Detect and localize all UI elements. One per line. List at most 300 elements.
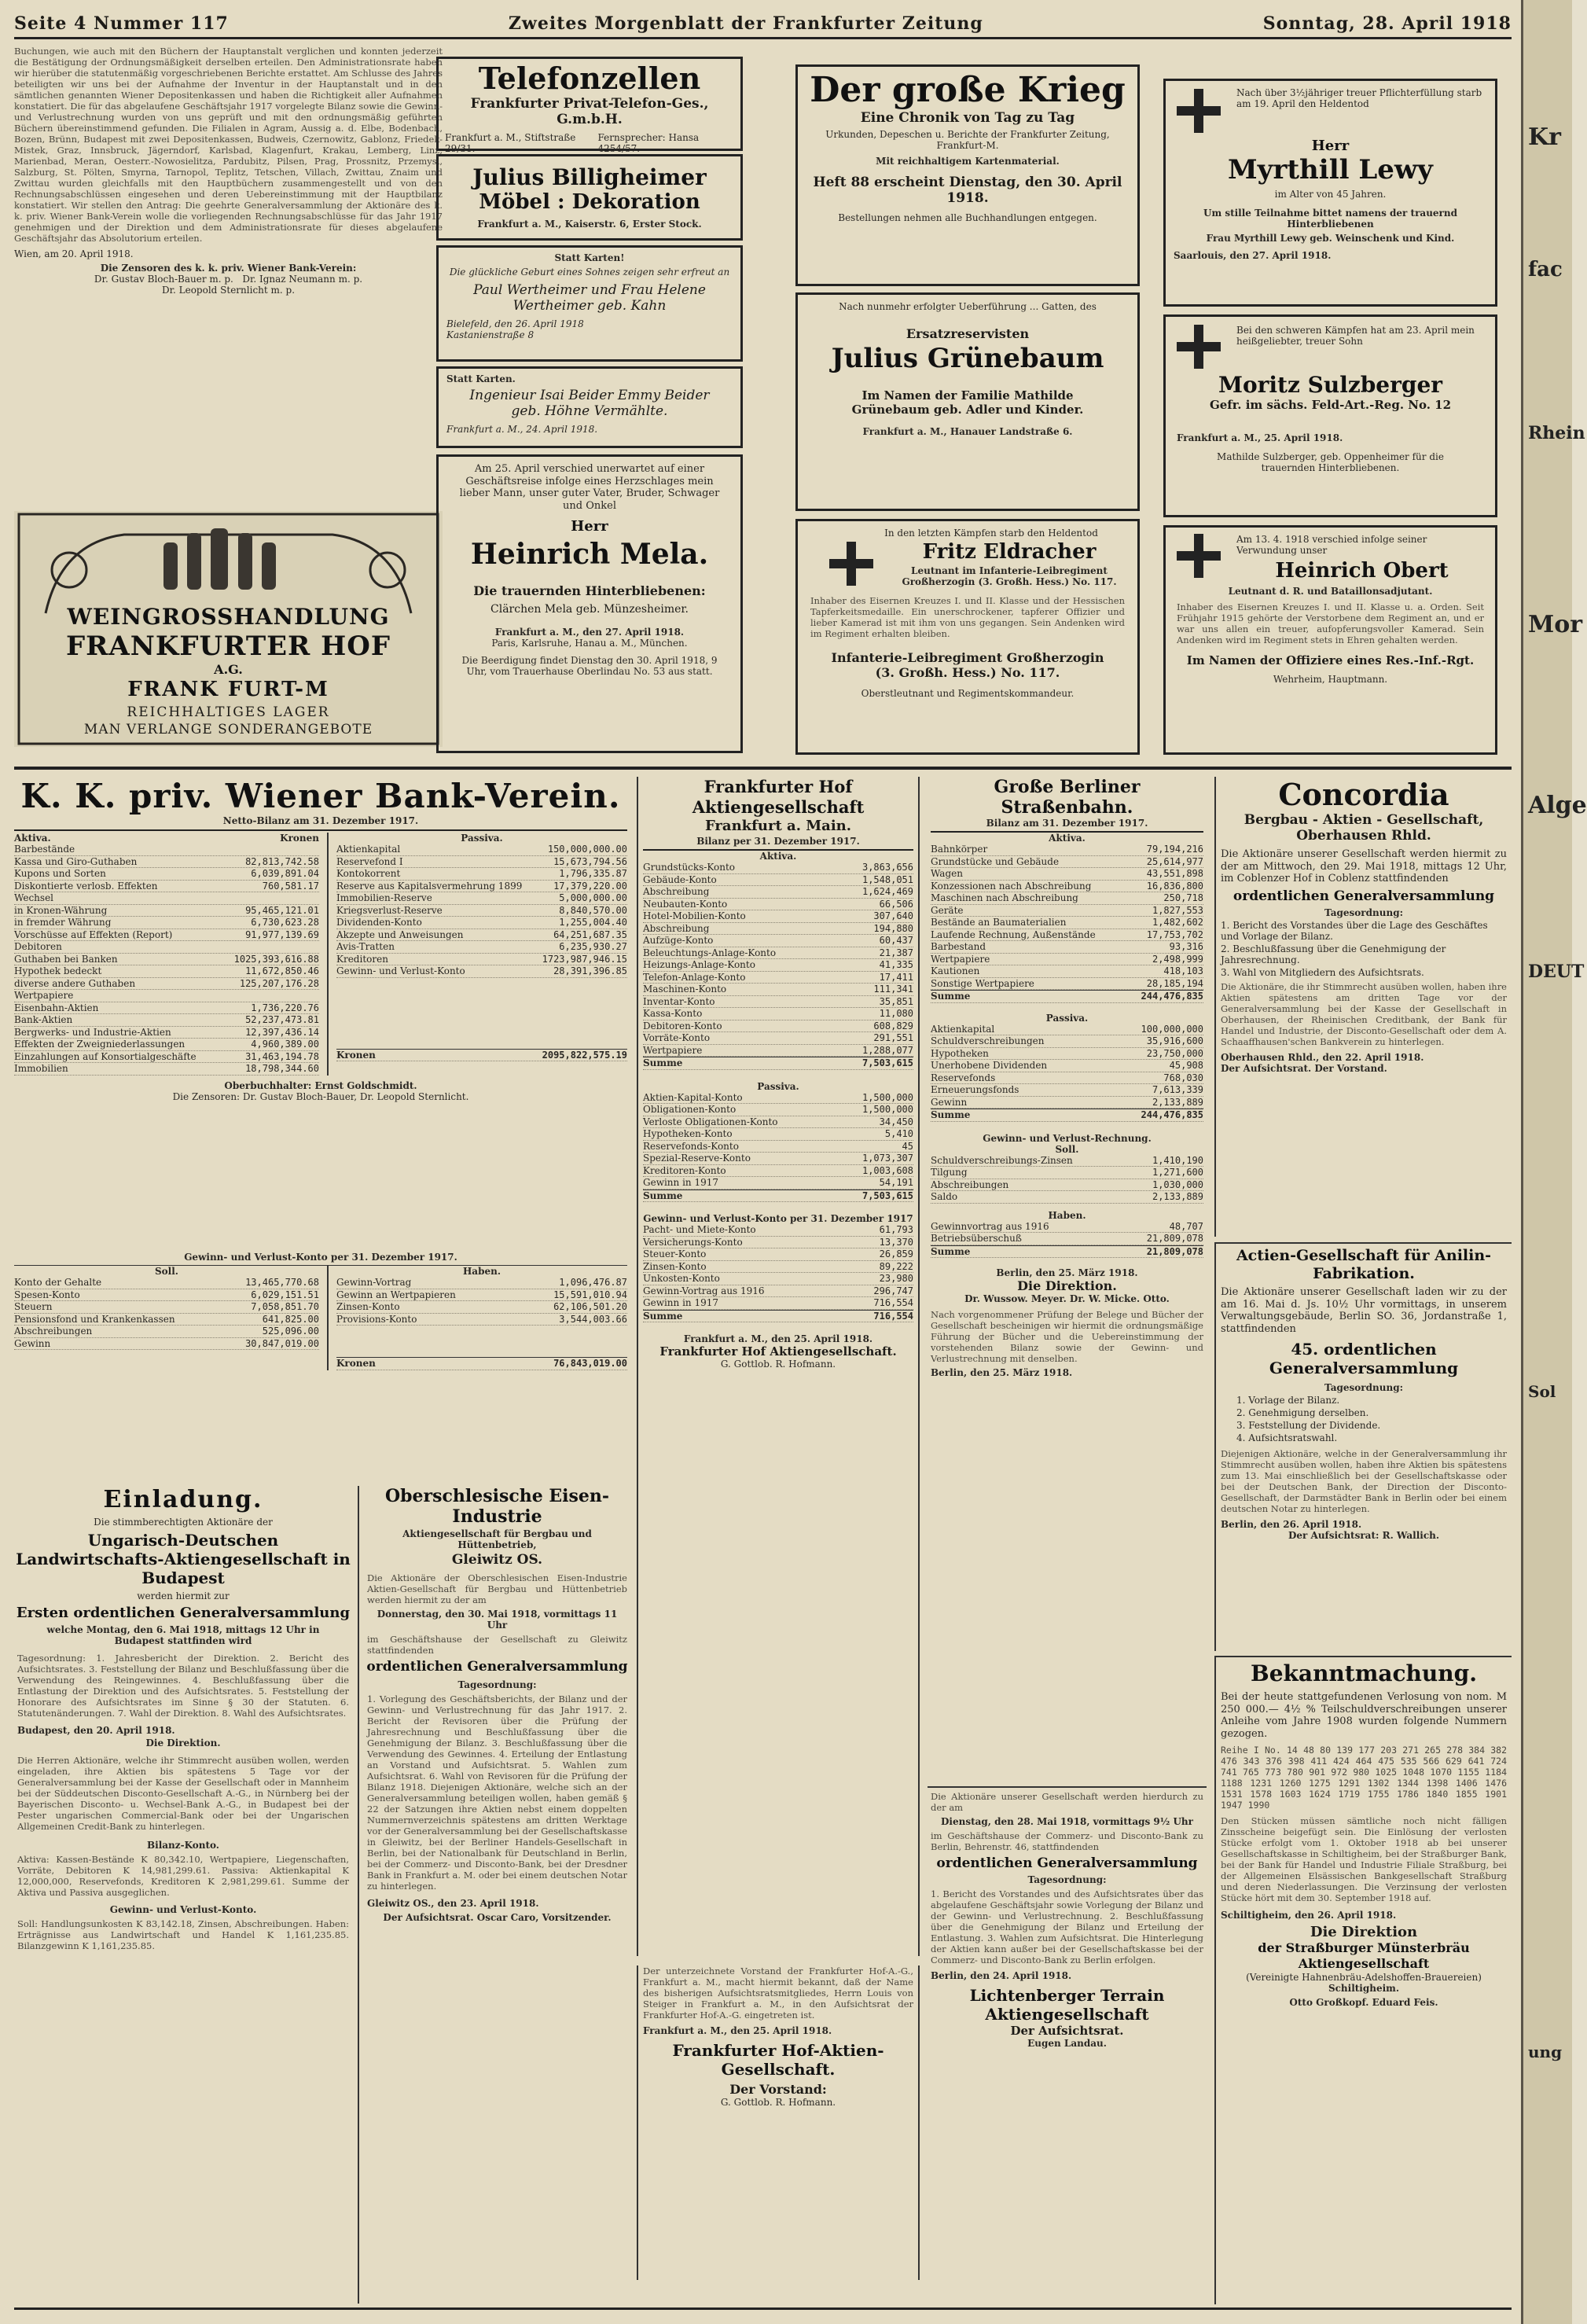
fh-footer-signed: G. Gottlob. R. Hofmann. [720, 1359, 836, 1370]
frankfurterhof2-block: Der unterzeichnete Vorstand der Frankfurter Hof-A.-G., Frankfurt a. M., macht hiermit bekannt, daß der Name des bisherigen Aufsichtsratsmitgliedes, Herrn Louis von Steiger in Frankfurt a. M., in den Aufsichtsrat der Frankfurter Hof-A.-G. eingetreten ist. Frankfurt a. M., den 25. April 1918. Frankfurter Hof-Aktien-Gesellschaft. Der Vorstand: G. Gottlob. R. Hofmann. [637, 1965, 920, 2280]
schlesisch-tagesordnung: Tagesordnung: [457, 1679, 537, 1690]
frankfurterhof-bilanz: Frankfurter Hof Aktiengesellschaft Frankfurt a. Main. Bilanz per 31. Dezember 1917. Aktiva. Grundstücks-Konto 3,863,656 Gebäude-Konto 1,548,051 Abschreibung 1,624,469 Neubauten-Konto 66,506 Hotel-Mobilien-Konto 307,640 Abschreibung 194,880 Aufzüge-Konto 60,437 Beleuchtungs-Anlage-Konto 21,387 Heizungs-Anlage-Konto 41,335 Telefon-Anlage-Konto 17,411 Maschinen-Konto 111,341 Inventar-Konto 35,851 Kassa-Konto 11,080 Debitoren-Konto 608,829 Vorräte-Konto 291,551 Wertpapiere 1,288,077 Summe 7,503,615 Passiva. Aktien-Kapital-Konto 1,500,000 Obligationen-Konto 1,500,000 Verloste Obligationen-Konto 34,450 Hypotheken-Konto 5,410 Reservefonds-Konto 45 Spezial-Reserve-Konto 1,073,307 Kreditoren-Konto 1,003,608 Gewinn in 1917 54,191 Summe 7,503,615 Gewinn- und Verlust-Konto per 31. Dezember 1917 Pacht- und Miete-Konto 61,793 Versicherungs-Konto 13,370 Steuer-Konto 26,859 Zinsen-Konto 89,222 Unkosten-Konto 23,980 Gewinn-Vortrag aus 1916 296,747 Gewinn in 1917 716,554 Summe 716,554 Frankfurt a. M., den 25. April 1918. Frankfurter Hof Aktiengesellschaft. G. Gottlob. R. Hofmann. [637, 777, 920, 1956]
telefon-title: Telefonzellen [478, 61, 701, 96]
mela-intro: Am 25. April verschied unerwartet auf einer Geschäftsreise infolge eines Herzschlages mein lieber Mann, unser guter Vater, Bruder, Schwager und Onkel [459, 463, 720, 512]
wiener-passiva-row-value: 5,000,000.00 [559, 892, 627, 903]
wiener-gv-soll-row-value: 641,825.00 [262, 1313, 319, 1325]
obert-intro: Am 13. 4. 1918 verschied infolge seiner Verwundung unser [1236, 534, 1427, 556]
schlesisch-signed: Der Aufsichtsrat. Oscar Caro, Vorsitzender. [383, 1912, 612, 1923]
bottom-rule [14, 2307, 1512, 2310]
gb-aktiva-row-label: Maschinen nach Abschreibung [931, 892, 1078, 903]
gb-aktiva-row [931, 917, 1203, 929]
sulzberger-rank: Gefr. im sächs. Feld-Art.-Reg. No. 12 [1209, 398, 1452, 412]
wein-ad [14, 511, 443, 747]
fh-passiva-row-label: Kreditoren-Konto [643, 1164, 726, 1176]
wiener-aktiva-row-label: in Kronen-Währung [14, 904, 108, 916]
anilin-item: 3. Feststellung der Dividende. [1236, 1420, 1381, 1431]
krieg-heft: Heft 88 erscheint Dienstag, den 30. April 1918. [813, 175, 1122, 206]
fh-gv-row-label: Pacht- und Miete-Konto [643, 1224, 756, 1235]
beider-names: Ingenieur Isai Beider Emmy Beider geb. Höhne Vermählte. [469, 388, 710, 419]
wiener-passiva-row-label: Dividenden-Konto [336, 917, 422, 928]
gb-passiva-row [931, 1097, 1203, 1109]
fh-aktiva-row-label: Hotel-Mobilien-Konto [643, 910, 746, 921]
wiener-passiva-row-label: Kontokorrent [336, 868, 401, 879]
wiener-title: K. K. priv. Wiener Bank-Verein. [20, 777, 621, 815]
gruenebaum-place: Frankfurt a. M., Hanauer Landstraße 6. [862, 426, 1073, 437]
wiener-gv-haben-row [336, 1301, 627, 1314]
wiener-passiva-row-value: 1,796,335.87 [559, 868, 627, 879]
lewy-herr: Herr [1311, 138, 1350, 154]
gb-aktiva-row-value: 1,827,553 [1152, 904, 1203, 916]
wiener-aktiva-row-label: Hypothek bedeckt [14, 965, 102, 976]
fh-aktiva-row [643, 874, 913, 887]
fh-aktiva-row-label: Debitoren-Konto [643, 1020, 722, 1031]
wiener-passiva-row [336, 844, 627, 856]
wiener-aktiva-row [14, 1051, 319, 1064]
einladung-gv-konto: Gewinn- und Verlust-Konto. [109, 1904, 257, 1915]
wiener-aktiva-row [14, 892, 319, 905]
wertheimer-street: Kastanienstraße 8 [446, 329, 535, 340]
fh-gv-row [643, 1237, 913, 1249]
gb-gv-soll-row-label: Schuldverschreibungs-Zinsen [931, 1154, 1073, 1166]
einladung-company: Ungarisch-Deutschen Landwirtschafts-Aktiengesellschaft in Budapest [16, 1531, 351, 1587]
wiener-aktiva-row [14, 905, 319, 917]
concordia-block: Concordia Bergbau - Aktien - Gesellschaft, Oberhausen Rhld. Die Aktionäre unserer Gesellschaft werden hiermit zu der am Mittwoch, den 29. Mai 1918, mittags 12 Uhr, im Coblenzer Hof in Coblenz stattfindenden ordentlichen Generalversammlung Tagesordnung: 1. Bericht des Vorstandes über die Lage des Geschäftes und Vorlage der Bilanz. 2. Beschlußfassung über die Genehmigung der Jahresrechnung. 3. Wahl von Mitgliedern des Aufsichtsrats. Die Aktionäre, die ihr Stimmrecht ausüben wollen, haben ihre Aktien spätestens am dritten Tage vor der Generalversammlung bei der Kasse der Gesellschaft in Oberhausen, der Rheinischen Creditbank, der Bank für Handel und Industrie, der Disconto-Gesellschaft oder dem A. Schaaffhausen'schen Bankverein zu hinterlegen. Oberhausen Rhld., den 22. April 1918. Der Aufsichtsrat. Der Vorstand. [1214, 777, 1512, 1237]
gb-aktiva-row-label: Wertpapiere [931, 953, 990, 965]
fh-aktiva-row-value: 1,288,077 [861, 1044, 913, 1056]
report-text-column: Buchungen, wie auch mit den Büchern der Hauptanstalt verglichen und konnten jederzeit die Bestätigung der Ordnungsmäßigkeit derselben erteilen. Den Administrationsrate haben wir hierüber die statutenmäßig vorgeschriebenen Berichte erstattet. Am Schlusse des Jahres beteiligten wir uns bei der Aufnahme der Inventur in der Hauptanstalt und in den sämtlichen genannten Wiener Depositenkassen und haben die Richtigkeit aller Aufnahmen konstatiert. Die für das abgelaufene Geschäftsjahr 1917 vorgelegte Bilanz sowie die Gewinn- und Verlustrechnung wurden von uns geprüft und mit den ordnungsmäßig geführten Büchern übereinstimmend gefunden. Die Filialen in Agram, Aussig a. d. Elbe, Bodenbach, Bozen, Brünn, Budapest mit zwei Depositenkassen, Budweis, Czernowitz, Gablonz, Friedek-Mistek, Graz, Innsbruck, Jägerndorf, Karlsbad, Klagenfurt, Krakau, Lemberg, Linz, Marienbad, Meran, Oesterr.-Nowosielitza, Pardubitz, Pilsen, Prag, Prossnitz, Przemysl, Salzburg, St. Pölten, Smyrna, Tarnopol, Teplitz, Tetschen, Villach, Zwittau, Znaim und Zwittau wurden gleichfalls mit den Hauptbüchern zusammengestellt und von den Rechnungsabschlüssen eingesehen und deren Uebereinstimmung mit der Hauptbilanz konstatiert. Wir stellen den Antrag: Die geehrte Generalversammlung der Aktionäre des k. k. priv. Wiener Bank-Verein wolle die vorliegenden Rechnungsabschlüsse für das Jahr 1917 genehmigen und der Direktion und dem Administrationsrate für dieses abgelaufene Geschäftsjahr das Absolutorium erteilen. Wien, am 20. April 1918. Die Zensoren des k. k. priv. Wiener Bank-Verein: Dr. Gustav Bloch-Bauer m. p. Dr. Ignaz Neumann m. p. Dr. Leopold Sternlicht m. p. [14, 46, 443, 296]
wiener-aktiva-row-value: 1025,393,616.88 [233, 953, 319, 965]
edge-fragment-8: ung [1528, 2043, 1563, 2061]
fh2-vorstand: Der Vorstand: [729, 2082, 827, 2097]
gb-passiva-rows [931, 1024, 1203, 1109]
fh-passiva-row-label: Spezial-Reserve-Konto [643, 1153, 751, 1164]
wiener-gv-haben-row-value: 62,106,501.20 [553, 1301, 627, 1312]
schlesisch-city: Gleiwitz OS. [451, 1552, 543, 1568]
gb-aktiva-row [931, 954, 1203, 966]
fh-aktiva-row-label: Inventar-Konto [643, 995, 715, 1007]
gb-aktiva-row-value: 43,551,898 [1146, 868, 1203, 879]
wiener-gv-soll-row-label: Pensionsfond und Krankenkassen [14, 1313, 175, 1325]
sulzberger-place: Frankfurt a. M., 25. April 1918. [1177, 432, 1343, 443]
wiener-passiva-row [336, 965, 627, 978]
gb-gv-haben-row-label: Betriebsüberschuß [931, 1233, 1022, 1244]
wiener-gv-soll-row-label: Spesen-Konto [14, 1289, 80, 1300]
gb-gv-haben-row-value: 21,809,078 [1146, 1233, 1203, 1244]
gb-passiva-row [931, 1084, 1203, 1097]
gb-aktiva-row [931, 978, 1203, 991]
gb-gv-soll-row [931, 1191, 1203, 1204]
gb-aktiva-row [931, 941, 1203, 954]
fh-gv-title: Gewinn- und Verlust-Konto per 31. Dezember 1917 [643, 1213, 913, 1224]
wiener-gv-soll-row [14, 1301, 319, 1314]
obert-rank: Leutnant d. R. und Bataillonsadjutant. [1228, 586, 1433, 597]
gb-aktiva-row-label: Bestände an Baumaterialien [931, 917, 1067, 928]
anilin-intro: Die Aktionäre unserer Gesellschaft laden wir zu der am 16. Mai d. Js. 10½ Uhr vormittags, in unserem Verwaltungsgebäude, Berlin SO. 36, Jordanstraße 1, stattfindenden [1221, 1286, 1507, 1335]
fh-aktiva-row [643, 1045, 913, 1057]
fh-passiva: Passiva. [757, 1080, 799, 1092]
krieg-ad [795, 64, 1140, 286]
fh-passiva-row [643, 1092, 913, 1105]
sulzberger-cross-icon [1177, 325, 1221, 369]
eldracher-signed: Oberstleutnant und Regimentskommandeur. [861, 688, 1075, 699]
mela-burial: Die Beerdigung findet Dienstag den 30. April 1918, 9 Uhr, vom Trauerhause Oberlindau No. 53 aus statt. [461, 655, 718, 677]
fh-gv-row-value: 23,980 [879, 1273, 913, 1284]
edge-fragment-2: fac [1528, 258, 1563, 281]
fh-aktiva-row [643, 1008, 913, 1020]
lewy-intro: Nach über 3½jähriger treuer Pflichterfüllung starb am 19. April den Heldentod [1236, 87, 1482, 109]
wiener-gv-soll-rows [14, 1277, 319, 1350]
fh-passiva-row [643, 1141, 913, 1153]
krieg-material: Mit reichhaltigem Kartenmaterial. [876, 156, 1060, 167]
wertheimer-text: Die glückliche Geburt eines Sohnes zeigen sehr erfreut an [449, 267, 730, 278]
wiener-signed: Oberbuchhalter: Ernst Goldschmidt. [224, 1079, 417, 1091]
bekannt-text: Bei der heute stattgefundenen Verlosung von nom. M 250 000.— 4½ % Teilschuldverschreibungen unserer Anleihe vom Jahre 1908 wurden folgende Nummern gezogen. [1221, 1691, 1507, 1740]
fh-passiva-row-label: Verloste Obligationen-Konto [643, 1116, 778, 1127]
wein-line2: FRANKFURTER HOF [65, 631, 391, 662]
gb-aktiva-row-value: 93,316 [1169, 941, 1203, 952]
gb-passiva-row-label: Reservefonds [931, 1072, 996, 1083]
krieg-title: Der große Krieg [810, 70, 1126, 110]
wiener-aktiva-head: Aktiva. [14, 833, 51, 844]
fh-aktiva-row-label: Wertpapiere [643, 1044, 703, 1056]
bekannt-city: Schiltigheim. [1328, 1983, 1400, 1994]
wiener-passiva: Passiva. Aktienkapital 150,000,000.00 Reservefond I 15,673,794.56 Kontokorrent 1,796,335.87 Reserve aus Kapitalsvermehrung 1899 17,379,220.00 Immobilien-Reserve 5,000,000.00 Kriegsverlust-Reserve 8,840,570.00 Dividenden-Konto 1,255,004.40 Akzepte und Anweisungen 64,251,687.35 Avis-Tratten 6,235,930.27 Kreditoren 1723,987,946.15 Gewinn- und Verlust-Konto 28,391,396.85 Kronen 2095,822,575.19 [336, 833, 627, 1061]
wein-line5: REICHHALTIGES LAGER [127, 704, 330, 720]
wiener-aktiva-row [14, 856, 319, 869]
wiener-passiva-row-label: Kriegsverlust-Reserve [336, 904, 443, 916]
beider-ad [436, 366, 743, 448]
fh-aktiva-row-value: 35,851 [879, 995, 913, 1007]
wiener-gv-soll-row-value: 30,847,019.00 [245, 1337, 319, 1349]
gb-gv-soll-row-label: Saldo [931, 1191, 958, 1202]
fh-aktiva-row-value: 307,640 [873, 910, 913, 921]
fh-total1: 7,503,615 [861, 1057, 913, 1068]
wiener-aktiva-row-value: 6,039,891.04 [251, 868, 319, 879]
fh-aktiva-row-label: Abschreibung [643, 922, 710, 934]
fh-passiva-row-label: Hypotheken-Konto [643, 1128, 733, 1139]
gb-gv-soll-row-label: Tilgung [931, 1167, 968, 1178]
gb-total2: 244,476,835 [1141, 1109, 1203, 1120]
gb-aktiva-row-value: 16,836,800 [1146, 880, 1203, 892]
fh-aktiva-row [643, 862, 913, 874]
wiener-gv-soll-row-label: Konto der Gehalte [14, 1277, 102, 1288]
gb-aktiva-row-value: 28,185,194 [1146, 977, 1203, 989]
fh-passiva-row-value: 54,191 [879, 1177, 913, 1188]
lt-date: Dienstag, den 28. Mai 1918, vormittags 9½ Uhr [941, 1816, 1193, 1827]
gruenebaum-name: Julius Grünebaum [831, 343, 1104, 374]
fh-title: Frankfurter Hof Aktiengesellschaft [692, 777, 865, 817]
fh-aktiva-row-label: Aufzüge-Konto [643, 935, 714, 946]
wiener-passiva-row-label: Reserve aus Kapitalsvermehrung 1899 [336, 880, 523, 892]
fh-aktiva-row-value: 1,548,051 [861, 873, 913, 885]
gb-aktiva-row-value: 17,753,702 [1146, 928, 1203, 940]
billigheimer-address: Frankfurt a. M., Kaiserstr. 6, Erster Stock. [477, 219, 702, 230]
fh-footer-company: Frankfurter Hof Aktiengesellschaft. [659, 1344, 897, 1359]
wiener-gv-soll: Soll. [155, 1266, 178, 1277]
wiener-gv: Gewinn- und Verlust-Konto per 31. Dezember 1917. Soll. Konto der Gehalte 13,465,770.68 Spesen-Konto 6,029,151.51 Steuern 7,058,851.70 Pensionsfond und Krankenkassen 641,825.00 Abschreibungen 525,096.00 Gewinn 30,847,019.00 Haben. Gewinn-Vortrag 1,096,476.87 Gewinn an Wertpapieren 15,591,010.94 Zinsen-Konto 62,106,501.20 Provisions-Konto 3,544,003.66 Kronen 76,843,019.00 [14, 1252, 627, 1369]
gb-gv-title: Gewinn- und Verlust-Rechnung. [983, 1132, 1152, 1144]
wiener-passiva-row-value: 1,255,004.40 [559, 917, 627, 928]
concordia-subtitle1: Bergbau - Aktien - Gesellschaft, [1244, 812, 1484, 828]
sulzberger-signed: Mathilde Sulzberger, geb. Oppenheimer für die trauernden Hinterbliebenen. [1217, 451, 1444, 473]
fh-aktiva-row-label: Heizungs-Anlage-Konto [643, 959, 755, 970]
wiener-gv-haben-row-value: 3,544,003.66 [559, 1313, 627, 1325]
gb-gv-haben: Haben. [1048, 1209, 1086, 1221]
wertheimer-names: Paul Wertheimer und Frau Helene Wertheimer geb. Kahn [473, 282, 706, 314]
gb-passiva-row-label: Schuldverschreibungen [931, 1035, 1045, 1046]
gb-gv-soll-row [931, 1155, 1203, 1168]
bekannt-company2: (Vereinigte Hahnenbräu-Adelshoffen-Brauereien) [1246, 1972, 1482, 1983]
bekannt-title2: Die Direktion [1310, 1924, 1418, 1940]
fh-gv-row-label: Zinsen-Konto [643, 1260, 707, 1272]
lewy-place: Saarlouis, den 27. April 1918. [1174, 250, 1332, 261]
gb-passiva-row-value: 100,000,000 [1141, 1023, 1203, 1035]
wiener-passiva-row [336, 941, 627, 954]
wiener-subtitle: Netto-Bilanz am 31. Dezember 1917. [222, 815, 419, 826]
fh-passiva-row-value: 1,003,608 [861, 1164, 913, 1176]
lewy-name: Myrthill Lewy [1228, 154, 1433, 186]
mela-herr: Herr [571, 518, 608, 535]
wiener-kronen-head: Kronen [280, 833, 319, 844]
wein-line4: FRANK FURT-M [127, 678, 329, 701]
eldracher-regiment: Infanterie-Leibregiment Großherzogin (3. Großh. Hess.) No. 117. [831, 650, 1104, 680]
gb-aktiva-row [931, 892, 1203, 905]
gb-gv-soll-row-label: Abschreibungen [931, 1179, 1009, 1190]
wiener-gv-soll-row-label: Gewinn [14, 1337, 51, 1349]
wiener-passiva-row-label: Kreditoren [336, 953, 388, 965]
gb-aktiva-row [931, 844, 1203, 856]
gb-gv-haben-row-value: 48,707 [1169, 1220, 1203, 1232]
header-center: Zweites Morgenblatt der Frankfurter Zeitung [508, 13, 983, 34]
obert-footer: Im Namen der Offiziere eines Res.-Inf.-Rgt. [1186, 653, 1475, 667]
fh-aktiva-row [643, 959, 913, 972]
wiener-gv-haben-row-value: 15,591,010.94 [553, 1289, 627, 1300]
gb-gv-soll-row-value: 1,030,000 [1152, 1179, 1203, 1190]
gb-passiva-row-value: 35,916,600 [1146, 1035, 1203, 1046]
concordia-item: 3. Wahl von Mitgliedern des Aufsichtsrats. [1221, 966, 1424, 978]
fh-aktiva-row [643, 996, 913, 1009]
gb-aktiva-row-value: 250,718 [1163, 892, 1203, 903]
wiener-aktiva-row-value: 760,581.17 [262, 880, 319, 892]
fh-gv-total: 716,554 [873, 1310, 913, 1322]
gb-gv-soll: Soll. [1055, 1143, 1079, 1155]
mela-place: Frankfurt a. M., den 27. April 1918. [494, 627, 685, 638]
wiener-gv-soll-row-label: Abschreibungen [14, 1326, 93, 1337]
fh-gv-rows [643, 1224, 913, 1310]
fh-passiva-row [643, 1128, 913, 1141]
header-right: Sonntag, 28. April 1918 [1262, 13, 1512, 34]
gb-gv-soll-row [931, 1179, 1203, 1192]
telefon-ad [436, 57, 743, 154]
wiener-gv-title: Gewinn- und Verlust-Konto per 31. Dezember 1917. [184, 1252, 457, 1263]
wiener-gv-soll-row-value: 525,096.00 [262, 1326, 319, 1337]
obert-cross-icon [1177, 534, 1221, 578]
mela-name: Heinrich Mela. [470, 538, 709, 571]
concordia-subtitle2: Oberhausen Rhld. [1296, 828, 1431, 844]
gb-aktiva-row-value: 418,103 [1163, 965, 1203, 976]
wiener-aktiva-row-value: 52,237,473.81 [245, 1014, 319, 1025]
fh-gv-row [643, 1261, 913, 1274]
lichtenberger-block: Die Aktionäre unserer Gesellschaft werden hierdurch zu der am Dienstag, den 28. Mai 1918, vormittags 9½ Uhr im Geschäftshause der Commerz- und Disconto-Bank zu Berlin, Behrenstr. 46, stattfindenden ordentlichen Generalversammlung Tagesordnung: 1. Bericht des Vorstandes und des Aufsichtsrates über das abgelaufene Geschäftsjahr sowie Vorlegung der Bilanz und der Gewinn- und Verlustrechnung. 2. Beschlußfassung über die Genehmigung der Bilanz und Erteilung der Entlastung. 3. Wahlen zum Aufsichtsrat. Die Hinterlegung der Aktien kann außer bei der Gesellschaftskasse bei der Commerz- und Disconto-Bank zu Berlin erfolgen. Berlin, den 24. April 1918. Lichtenberger Terrain Aktiengesellschaft Der Aufsichtsrat. Eugen Landau. [928, 1786, 1207, 2305]
fh-gv-row-label: Gewinn in 1917 [643, 1297, 718, 1308]
wiener-aktiva-row [14, 1063, 319, 1076]
schlesisch-title: Oberschlesische Eisen-Industrie [384, 1486, 610, 1527]
concordia-tagesordnung: Tagesordnung: [1324, 906, 1404, 918]
gb-aktiva-row-label: Laufende Rechnung, Außenstände [931, 928, 1096, 940]
wertheimer-ad [436, 245, 743, 362]
gb-footer-place: Berlin, den 25. März 1918. [996, 1267, 1138, 1278]
fh-aktiva: Aktiva. [759, 851, 797, 862]
wiener-aktiva-row [14, 881, 319, 893]
gb-gv-soll-row-value: 1,271,600 [1152, 1167, 1203, 1178]
gb-aktiva-row [931, 905, 1203, 917]
wiener-gv-soll-row [14, 1289, 319, 1302]
wiener-aktiva-row [14, 954, 319, 966]
telefon-phone: Fernsprecher: Hansa 4254/57. [597, 132, 700, 154]
schlesisch-block: Oberschlesische Eisen-Industrie Aktiengesellschaft für Bergbau und Hüttenbetrieb, Gleiwitz OS. Die Aktionäre der Oberschlesischen Eisen-Industrie Aktien-Gesellschaft für Bergbau und Hüttenbetrieb werden hiermit zu der am Donnerstag, den 30. Mai 1918, vormittags 11 Uhr im Geschäftshause der Gesellschaft zu Gleiwitz stattfindenden ordentlichen Generalversammlung Tagesordnung: 1. Vorlegung des Geschäftsberichts, der Bilanz und der Gewinn- und Verlustrechnung für das Jahr 1917. 2. Bericht der Revisoren über die Prüfung der Jahresrechnung und Beschlußfassung über die Genehmigung der Bilanz. 3. Beschlußfassung über die Verwendung des Gewinnes. 4. Erteilung der Entlastung an Vorstand und Aufsichtsrat. 5. Wahlen zum Aufsichtsrat. 6. Wahl von Revisoren für die Prüfung der Bilanz 1918. Diejenigen Aktionäre, welche sich an der Generalversammlung beteiligen wollen, haben gemäß § 22 der Satzungen ihre Aktien nebst einem doppelten Nummernverzeichnis spätestens am dritten Werktage vor der Generalversammlung bei der Gesellschaftskasse in Gleiwitz, bei der Berliner Handels-Gesellschaft in Berlin, bei der Nationalbank für Deutschland in Berlin, bei der Commerz- und Disconto-Bank, bei der Dresdner Bank in Frankfurt a. M. oder bei einem deutschen Notar zu hinterlegen. Gleiwitz OS., den 23. April 1918. Der Aufsichtsrat. Oscar Caro, Vorsitzender. [358, 1486, 629, 2304]
wiener-passiva-row-label: Gewinn- und Verlust-Konto [336, 965, 465, 976]
wiener-aktiva-rows [14, 844, 319, 1076]
gb-passiva-row [931, 1060, 1203, 1072]
gb-aktiva-row-label: Geräte [931, 904, 964, 916]
fh-aktiva-row [643, 899, 913, 911]
gb-aktiva-row [931, 856, 1203, 869]
fh2-signed: G. Gottlob. R. Hofmann. [720, 2097, 836, 2108]
gb-passiva-row-label: Gewinn [931, 1096, 968, 1108]
telefon-company: Frankfurter Privat-Telefon-Ges., G.m.b.H. [470, 96, 709, 127]
wiener-passiva-row-label: Akzepte und Anweisungen [336, 928, 464, 940]
fh-aktiva-row [643, 947, 913, 960]
wiener-aktiva-row [14, 978, 319, 991]
wiener-aktiva-row-value: 1,736,220.76 [251, 1002, 319, 1013]
concordia-intro: Die Aktionäre unserer Gesellschaft werden hiermit zu der am Mittwoch, den 29. Mai 1918, mittags 12 Uhr, im Coblenzer Hof in Coblenz stattfindenden [1221, 848, 1507, 884]
wiener-aktiva-row-label: Eisenbahn-Aktien [14, 1002, 99, 1013]
wiener-passiva-row-label: Aktienkapital [336, 844, 401, 855]
wertheimer-place: Bielefeld, den 26. April 1918 [446, 318, 584, 329]
wiener-aktiva-row-value: 6,730,623.28 [251, 917, 319, 928]
mela-ad [436, 454, 743, 753]
wiener-passiva-row-label: Immobilien-Reserve [336, 892, 432, 903]
gb-gv-haben-row-label: Gewinnvortrag aus 1916 [931, 1220, 1049, 1232]
gb-gv-soll-row-value: 2,133,889 [1152, 1191, 1203, 1202]
wiener-passiva-row-label: Avis-Tratten [336, 941, 395, 952]
telefon-address: Frankfurt a. M., Stiftstraße 29/31. [445, 132, 576, 154]
fh-aktiva-row-label: Beleuchtungs-Anlage-Konto [643, 947, 777, 958]
gb-gv-soll-row-value: 1,410,190 [1152, 1154, 1203, 1166]
wiener-aktiva-row-label: Diskontierte verlosb. Effekten [14, 880, 158, 892]
krieg-order: Bestellungen nehmen alle Buchhandlungen entgegen. [838, 212, 1097, 223]
wiener-aktiva-row [14, 917, 319, 929]
fh-gv-row-value: 13,370 [879, 1236, 913, 1248]
fh-gv-row-value: 296,747 [873, 1285, 913, 1296]
bekannt-signed: Otto Großkopf. Eduard Feis. [1289, 1997, 1438, 2008]
gb-passiva-row [931, 1024, 1203, 1036]
fh-passiva-row [643, 1165, 913, 1178]
fh-aktiva-row [643, 923, 913, 936]
anilin-item: 4. Aufsichtsratswahl. [1236, 1432, 1338, 1443]
fh-aktiva-row-value: 41,335 [879, 959, 913, 970]
gb-aktiva-row-label: Bahnkörper [931, 844, 988, 855]
adjacent-page-edge [1521, 0, 1587, 2324]
bekannt-title: Bekanntmachung. [1251, 1660, 1477, 1686]
wiener-passiva-row [336, 881, 627, 893]
wiener-directors: Die Zensoren: Dr. Gustav Bloch-Bauer, Dr. Leopold Sternlicht. [172, 1090, 469, 1102]
wiener-passiva-row-value: 8,840,570.00 [559, 904, 627, 916]
fh-aktiva-row-label: Maschinen-Konto [643, 984, 727, 995]
gb-passiva-row-label: Aktienkapital [931, 1023, 995, 1035]
concordia-gv: ordentlichen Generalversammlung [1232, 888, 1495, 904]
concordia-title: Concordia [1278, 777, 1449, 812]
mela-cities: Paris, Karlsruhe, Hanau a. M., München. [491, 638, 688, 649]
lewy-age: im Alter von 45 Jahren. [1274, 189, 1387, 200]
gb-passiva-row-value: 45,908 [1169, 1060, 1203, 1071]
fh-gv-row [643, 1285, 913, 1298]
lewy-cross-icon [1177, 89, 1221, 133]
fh-total2: 7,503,615 [861, 1190, 913, 1201]
wiener-gv-soll-row-label: Steuern [14, 1301, 53, 1312]
eldracher-ad: In den letzten Kämpfen starb den Heldentod Fritz Eldracher Leutnant im Infanterie-Leibregiment Großherzogin (3. Großh. Hess.) No. 117. Inhaber des Eisernen Kreuzes I. und II. Klasse und der Hessischen Tapferkeitsmedaille. Ein unerschrockener, tapferer Offizier und lieber Kamerad ist mit ihm von uns gegangen. Sein Andenken wird im Regiment erhalten bleiben. Infanterie-Leibregiment Großherzogin (3. Großh. Hess.) No. 117. Oberstleutnant und Regimentskommandeur. [795, 519, 1140, 755]
lt-gv: ordentlichen Generalversammlung [936, 1855, 1198, 1871]
gb-aktiva-row-label: Konzessionen nach Abschreibung [931, 880, 1092, 892]
edge-fragment-3: Rhein [1528, 423, 1585, 443]
fh-aktiva-row [643, 910, 913, 923]
wiener-aktiva-row [14, 941, 319, 954]
wiener-passiva-row [336, 954, 627, 966]
wiener-gv-haben: Haben. [462, 1266, 501, 1277]
lt-title: Lichtenberger Terrain Aktiengesellschaft [969, 1986, 1165, 2024]
gb-aktiva-row-label: Grundstücke und Gebäude [931, 855, 1060, 867]
wiener-passiva-row-value: 15,673,794.56 [553, 855, 627, 867]
concordia-items [1221, 920, 1507, 978]
edge-fragment-1: Kr [1528, 123, 1561, 151]
fh-passiva-row-value: 1,500,000 [861, 1104, 913, 1115]
gb-gv-soll-row [931, 1167, 1203, 1179]
gb-aktiva-rows [931, 844, 1203, 990]
anilin-gv: 45. ordentlichen Generalversammlung [1269, 1340, 1459, 1377]
gb-passiva: Passiva. [1045, 1012, 1089, 1024]
wein-line3: A.G. [214, 662, 243, 677]
bekannt-company: der Straßburger Münsterbräu Aktiengesellschaft [1258, 1940, 1470, 1971]
fh-aktiva-row-value: 608,829 [873, 1020, 913, 1031]
wiener-gv-haben-row-label: Gewinn an Wertpapieren [336, 1289, 456, 1300]
krieg-subtitle: Eine Chronik von Tag zu Tag [860, 110, 1075, 126]
fh-aktiva-row-label: Telefon-Anlage-Konto [643, 971, 746, 983]
gb-footer-signed: Dr. Wussow. Meyer. Dr. W. Micke. Otto. [964, 1293, 1170, 1304]
wiener-aktiva-row-label: in fremder Währung [14, 917, 112, 928]
wiener-aktiva-row-label: Barbestände [14, 844, 75, 855]
concordia-signed: Der Aufsichtsrat. Der Vorstand. [1221, 1062, 1387, 1074]
beider-title: Statt Karten. [446, 373, 516, 384]
anilin-place: Berlin, den 26. April 1918. [1221, 1519, 1362, 1530]
fh-gv-row-label: Versicherungs-Konto [643, 1236, 743, 1248]
wiener-aktiva-row-label: Immobilien [14, 1063, 68, 1074]
fh-passiva-row [643, 1104, 913, 1116]
wiener-passiva-row-value: 150,000,000.00 [547, 844, 627, 855]
wiener-passiva-row-value: 6,235,930.27 [559, 941, 627, 952]
wiener-aktiva-row-label: Guthaben bei Banken [14, 953, 118, 965]
wiener-aktiva-row-label: Bergwerks- und Industrie-Aktien [14, 1026, 171, 1038]
fh-gv-row-label: Gewinn-Vortrag aus 1916 [643, 1285, 765, 1296]
gb-total1: 244,476,835 [1141, 991, 1203, 1002]
wiener-passiva-rows [336, 844, 627, 978]
edge-fragment-5: Alge [1528, 792, 1587, 819]
gruenebaum-role: Ersatzreservisten [906, 326, 1030, 341]
header-left: Seite 4 Nummer 117 [14, 13, 229, 34]
wiener-gv-haben-row-value: 1,096,476.87 [559, 1277, 627, 1288]
wiener-aktiva-row-value: 95,465,121.01 [245, 904, 319, 916]
fh-aktiva-row [643, 972, 913, 984]
